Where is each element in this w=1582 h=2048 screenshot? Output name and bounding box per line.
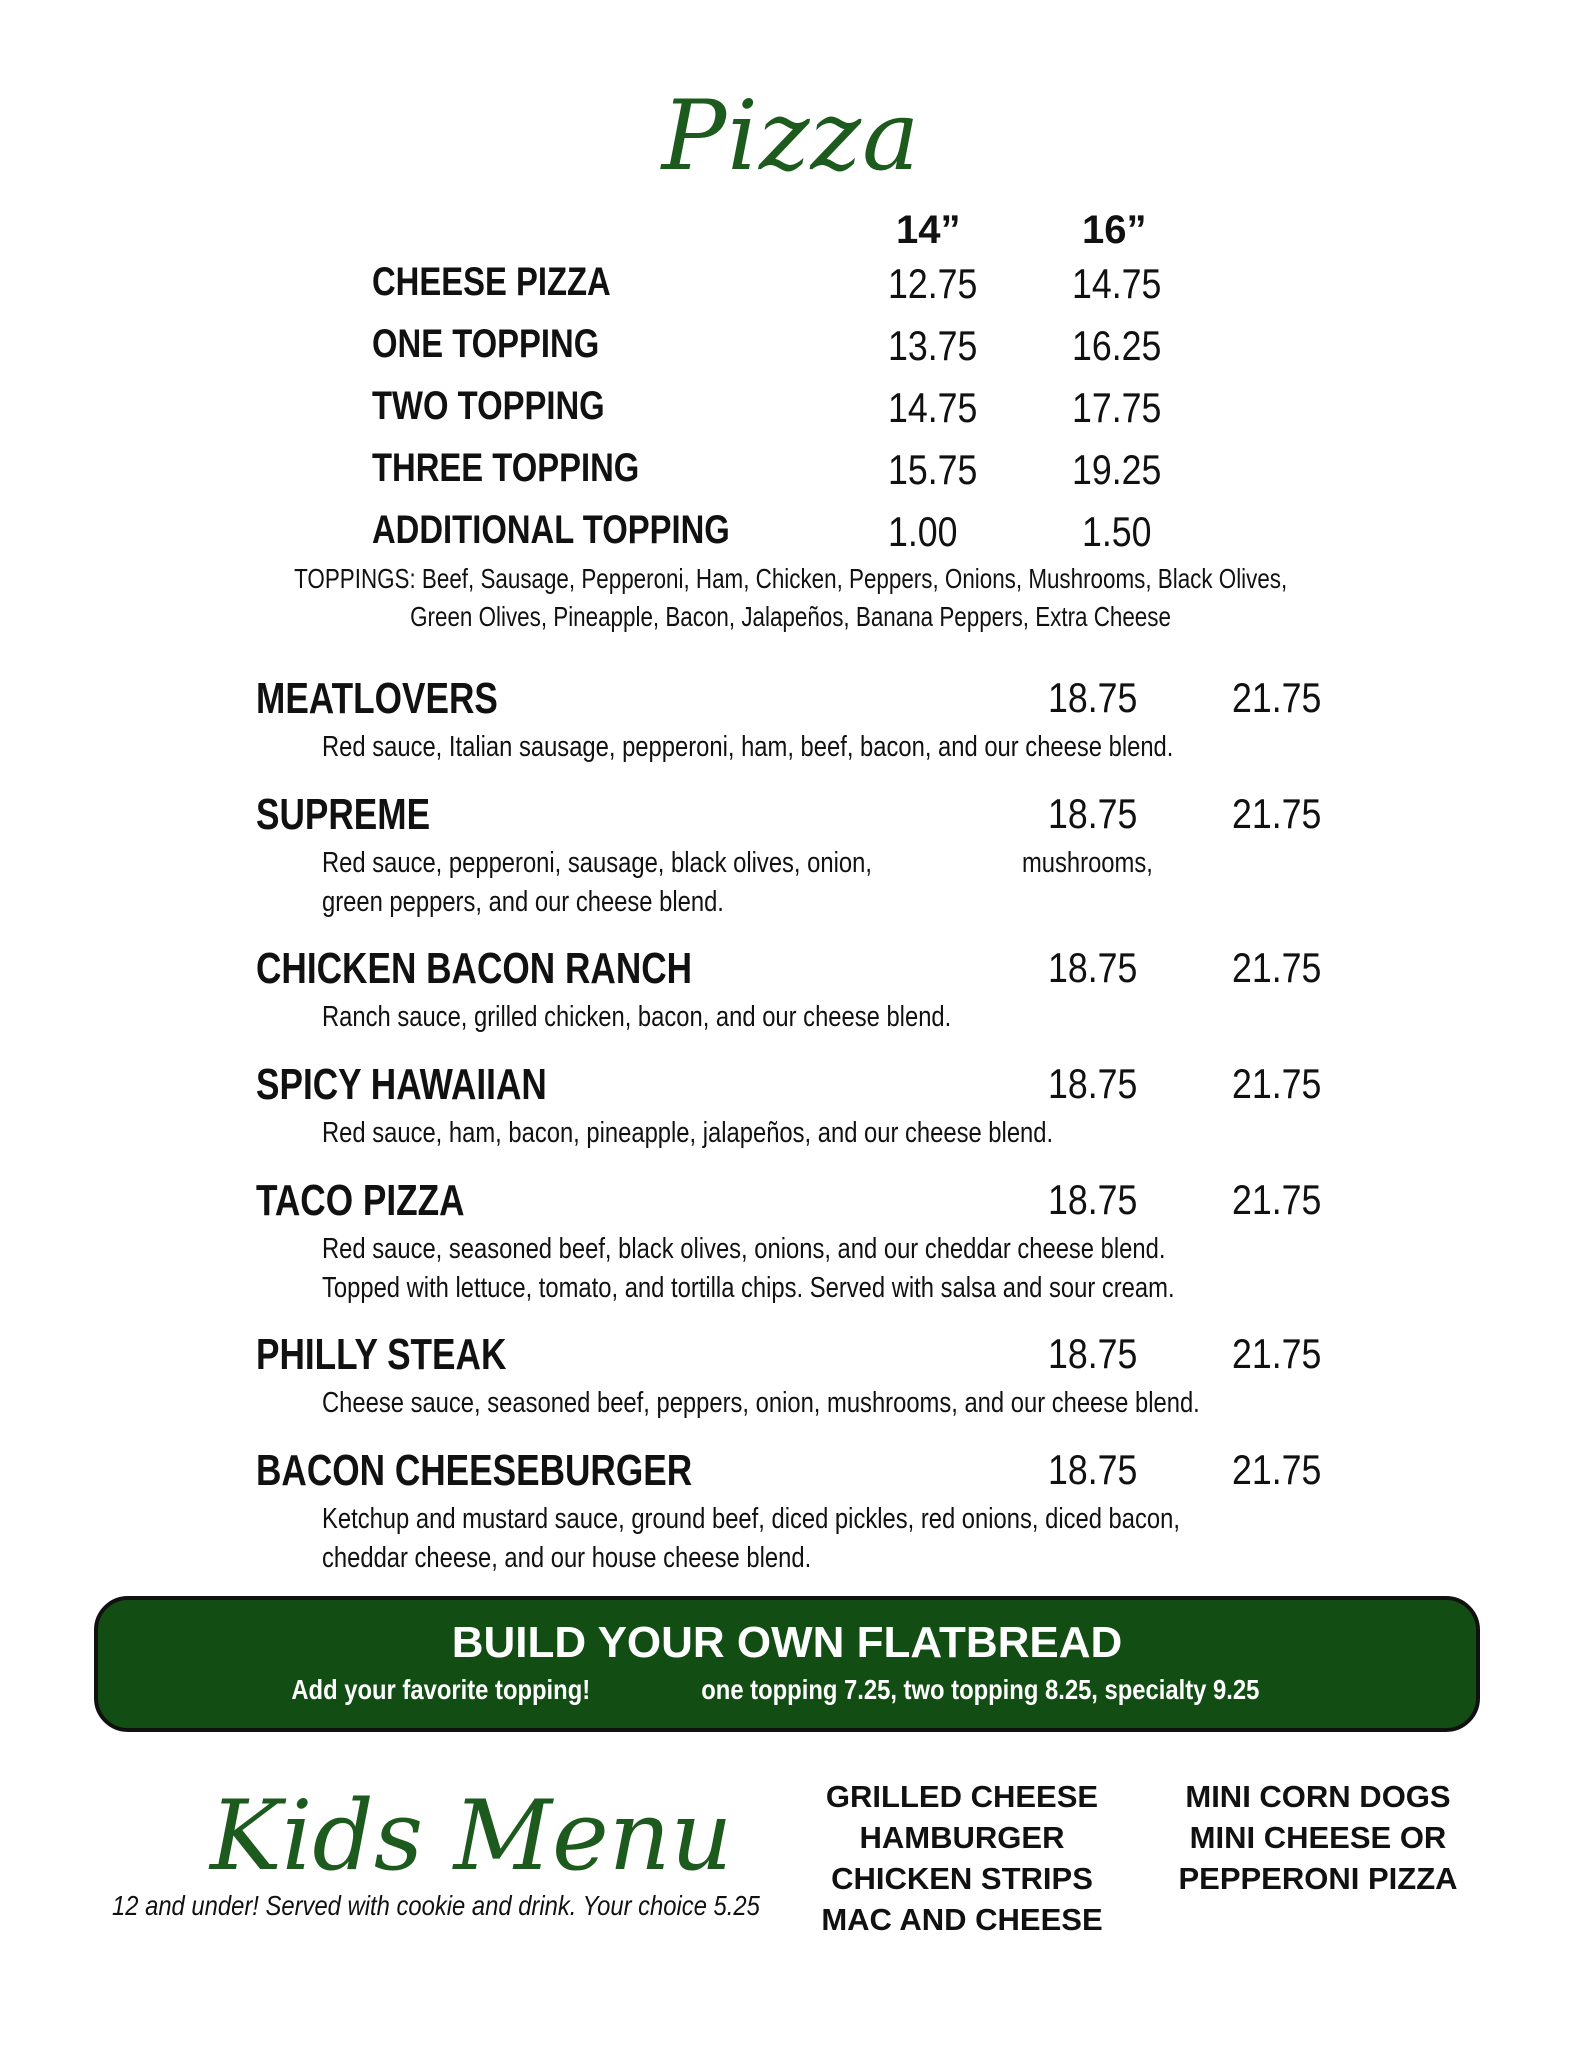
specialty-name: CHICKEN BACON RANCH — [256, 944, 693, 993]
specialty-description: Red sauce, ham, bacon, pineapple, jalapeños, and our cheese blend. — [322, 1117, 1054, 1149]
toppings-line: Green Olives, Pineapple, Bacon, Jalapeños, Banana Peppers, Extra Cheese — [410, 601, 1172, 632]
kids-item: PEPPERONI PIZZA — [1178, 1861, 1458, 1896]
pizza-name: TWO TOPPING — [372, 384, 605, 428]
specialty-description: Topped with lettuce, tomato, and tortilla chips. Served with salsa and sour cream. — [322, 1272, 1175, 1304]
kids-item: MAC AND CHEESE — [821, 1902, 1103, 1937]
price-16: 1.50 — [1082, 508, 1152, 555]
price-16: 21.75 — [1232, 1446, 1322, 1493]
price-14: 18.75 — [1048, 1446, 1138, 1493]
kids-item: HAMBURGER — [859, 1820, 1065, 1855]
flatbread-banner — [94, 1596, 1480, 1732]
specialty-name: BACON CHEESEBURGER — [256, 1446, 693, 1495]
flatbread-tagline: Add your favorite topping! — [291, 1674, 591, 1705]
flatbread-subtitle — [98, 1674, 1476, 1706]
specialty-description: Red sauce, Italian sausage, pepperoni, ham, beef, bacon, and our cheese blend. — [322, 731, 1174, 763]
size-header-16: 16” — [1082, 208, 1147, 252]
specialty-name: SUPREME — [256, 790, 431, 839]
price-16: 21.75 — [1232, 674, 1322, 721]
price-16: 21.75 — [1232, 1060, 1322, 1107]
kids-menu-column-2 — [1146, 1776, 1490, 1899]
pizza-name: ONE TOPPING — [372, 322, 600, 366]
specialty-description-aside: mushrooms, — [1022, 847, 1153, 879]
pizza-name: CHEESE PIZZA — [372, 260, 611, 304]
price-14: 18.75 — [1048, 1176, 1138, 1223]
specialty-name: PHILLY STEAK — [256, 1330, 507, 1379]
kids-menu-note: 12 and under! Served with cookie and drink. Your choice 5.25 — [112, 1890, 760, 1921]
pizza-name: THREE TOPPING — [372, 446, 640, 490]
flatbread-title: BUILD YOUR OWN FLATBREAD — [451, 1618, 1123, 1667]
specialty-description: Cheese sauce, seasoned beef, peppers, onion, mushrooms, and our cheese blend. — [322, 1387, 1200, 1419]
toppings-list — [0, 560, 1582, 636]
specialty-description: green peppers, and our cheese blend. — [322, 886, 724, 918]
price-14: 18.75 — [1048, 1330, 1138, 1377]
toppings-line: TOPPINGS: Beef, Sausage, Pepperoni, Ham, Chicken, Peppers, Onions, Mushrooms, Black Olives, — [294, 563, 1288, 594]
specialty-description: Ranch sauce, grilled chicken, bacon, and our cheese blend. — [322, 1001, 952, 1033]
specialty-name: TACO PIZZA — [256, 1176, 465, 1225]
specialty-description: Red sauce, pepperoni, sausage, black olives, onion, — [322, 847, 872, 879]
kids-menu-title: Kids Menu — [210, 1780, 733, 1892]
specialty-description: Red sauce, seasoned beef, black olives, onions, and our cheddar cheese blend. — [322, 1233, 1166, 1265]
price-14: 18.75 — [1048, 944, 1138, 991]
kids-menu-column-1 — [790, 1776, 1134, 1940]
specialty-description: Ketchup and mustard sauce, ground beef, diced pickles, red onions, diced bacon, — [322, 1503, 1180, 1535]
price-14: 1.00 — [888, 508, 958, 555]
kids-item: GRILLED CHEESE — [825, 1779, 1099, 1814]
price-16: 19.25 — [1072, 446, 1162, 493]
specialty-description: cheddar cheese, and our house cheese blend. — [322, 1542, 812, 1574]
price-16: 21.75 — [1232, 1176, 1322, 1223]
price-14: 18.75 — [1048, 674, 1138, 721]
price-16: 16.25 — [1072, 322, 1162, 369]
pizza-name: ADDITIONAL TOPPING — [372, 508, 730, 552]
kids-item: CHICKEN STRIPS — [831, 1861, 1093, 1896]
price-16: 21.75 — [1232, 1330, 1322, 1377]
kids-item: MINI CORN DOGS — [1185, 1779, 1451, 1814]
size-header-14: 14” — [896, 208, 961, 252]
flatbread-prices: one topping 7.25, two topping 8.25, specialty 9.25 — [701, 1674, 1260, 1705]
specialty-name: MEATLOVERS — [256, 674, 498, 723]
price-16: 14.75 — [1072, 260, 1162, 307]
kids-item: MINI CHEESE OR — [1189, 1820, 1447, 1855]
price-14: 14.75 — [888, 384, 978, 431]
price-14: 15.75 — [888, 446, 978, 493]
price-14: 18.75 — [1048, 790, 1138, 837]
price-14: 18.75 — [1048, 1060, 1138, 1107]
price-14: 13.75 — [888, 322, 978, 369]
price-16: 21.75 — [1232, 790, 1322, 837]
page-title: Pizza — [661, 80, 921, 192]
price-16: 17.75 — [1072, 384, 1162, 431]
price-16: 21.75 — [1232, 944, 1322, 991]
price-14: 12.75 — [888, 260, 978, 307]
specialty-name: SPICY HAWAIIAN — [256, 1060, 547, 1109]
